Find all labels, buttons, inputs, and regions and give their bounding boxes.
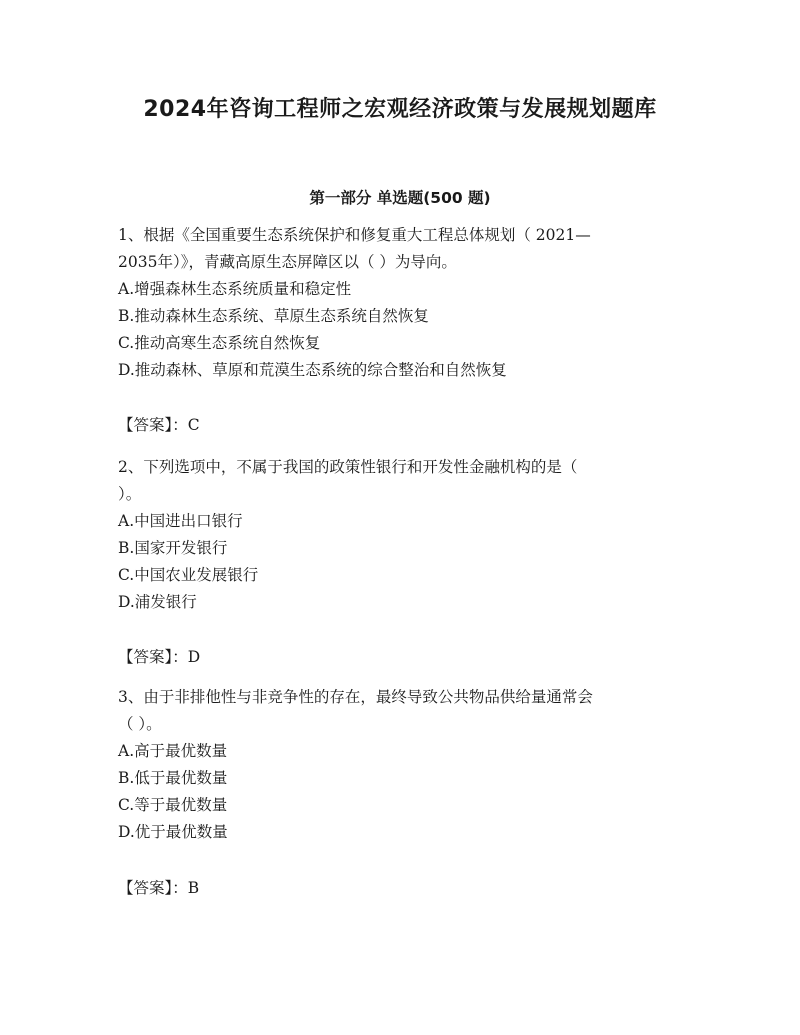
option-c: C.等于最优数量	[118, 796, 228, 814]
question-stem-line: ）。	[118, 485, 142, 503]
option-c: C.中国农业发展银行	[118, 566, 259, 584]
option-c: C.推动高寒生态系统自然恢复	[118, 334, 321, 352]
question-stem-line: 2、下列选项中，不属于我国的政策性银行和开发性金融机构的是（	[118, 458, 578, 476]
question-stem-line: （ ）。	[118, 715, 162, 733]
answer-label: 【答案】：	[118, 648, 188, 666]
question-stem-line: 2035年）》，青藏高原生态屏障区以（ ）为导向。	[118, 253, 457, 271]
section-heading: 第一部分 单选题(500 题)	[309, 189, 491, 207]
option-list	[118, 276, 688, 384]
option-list	[118, 508, 688, 616]
answer-value: C	[187, 416, 200, 434]
question-3	[118, 684, 688, 846]
option-a: A.高于最优数量	[118, 742, 228, 760]
answer-1	[118, 412, 200, 439]
answer-3	[118, 875, 199, 902]
option-d: D.浦发银行	[118, 593, 197, 611]
option-a: A.增强森林生态系统质量和稳定性	[118, 280, 352, 298]
option-list	[118, 738, 688, 846]
option-b: B.推动森林生态系统、草原生态系统自然恢复	[118, 307, 429, 325]
answer-2	[118, 644, 200, 671]
document-title: 2024年咨询工程师之宏观经济政策与发展规划题库	[143, 97, 657, 122]
option-b: B.国家开发银行	[118, 539, 228, 557]
question-stem-line: 1、根据《全国重要生态系统保护和修复重大工程总体规划（ 2021—	[118, 226, 591, 244]
answer-value: B	[187, 879, 200, 897]
option-b: B.低于最优数量	[118, 769, 228, 787]
answer-value: D	[187, 648, 201, 666]
question-2	[118, 454, 688, 616]
question-stem-line: 3、由于非排他性与非竞争性的存在，最终导致公共物品供给量通常会	[118, 688, 593, 706]
option-d: D.优于最优数量	[118, 823, 228, 841]
option-a: A.中国进出口银行	[118, 512, 243, 530]
answer-label: 【答案】：	[118, 879, 188, 897]
answer-label: 【答案】：	[118, 416, 188, 434]
option-d: D.推动森林、草原和荒漠生态系统的综合整治和自然恢复	[118, 361, 507, 379]
question-1	[118, 222, 688, 384]
